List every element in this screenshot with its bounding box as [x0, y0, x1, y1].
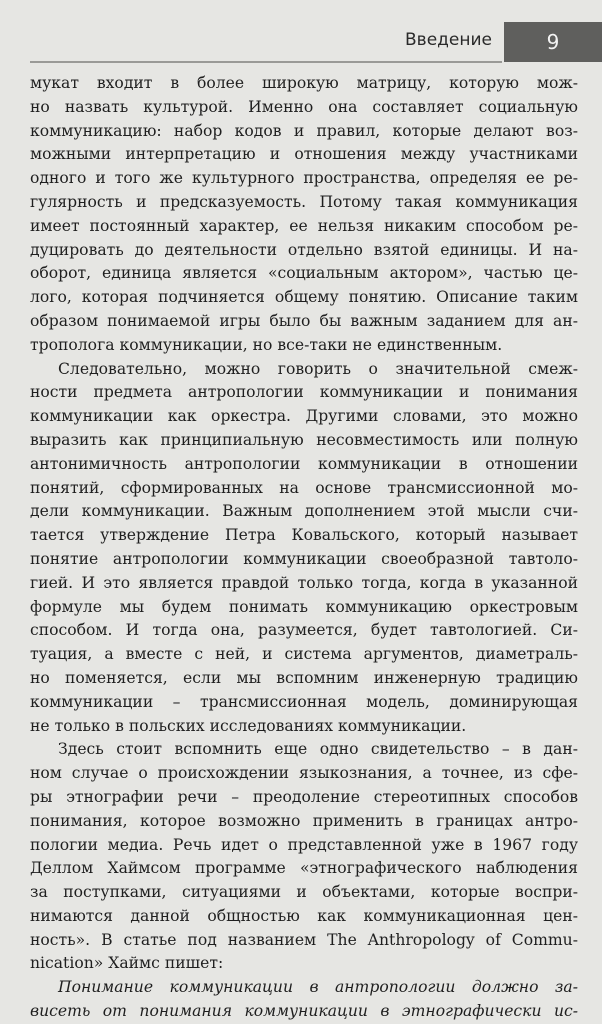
text-line: тается утверждение Петра Ковальского, который называет — [30, 526, 578, 545]
text-line: оборот, единица является «социальным актором», частью це- — [30, 264, 578, 283]
chapter-title: Введение — [405, 30, 492, 50]
running-header — [0, 22, 602, 62]
text-line: образом понимаемой игры было бы важным заданием для ан- — [30, 311, 578, 330]
text-line: коммуникации – трансмиссионная модель, доминирующая — [30, 692, 578, 711]
text-line: не только в польских исследованиях коммуникации. — [30, 716, 467, 735]
text-line: формуле мы будем понимать коммуникацию оркестровым — [30, 597, 578, 616]
text-line: мукат входит в более широкую матрицу, которую мож- — [30, 74, 578, 92]
text-line: Деллом Хаймсом программе «этнографического наблюдения — [30, 859, 578, 878]
text-line: способом. И тогда она, разумеется, будет тавтологией. Си- — [30, 621, 578, 640]
text-line: ности предмета антропологии коммуникации и понимания — [30, 383, 578, 402]
text-line: пологии медиа. Речь идет о представленной уже в 1967 году — [30, 835, 578, 854]
text-line: ном случае о происхождении языкознания, а точнее, из сфе- — [30, 764, 578, 783]
text-line: коммуникации как оркестра. Другими словами, это можно — [30, 407, 578, 426]
text-line: выразить как принципиальную несовместимость или полную — [30, 430, 578, 449]
text-line: nication» Хаймс пишет: — [30, 954, 224, 973]
text-line: висеть от понимания коммуникации в этнографически ис- — [30, 1002, 578, 1021]
text-line: нимаются данной общностью как коммуникационная цен- — [30, 906, 578, 925]
text-line: дели коммуникации. Важным дополнением этой мысли счи- — [30, 502, 578, 521]
text-line: антонимичность антропологии коммуникации в отношении — [30, 454, 578, 473]
text-line: одного и того же культурного пространства, определяя ее ре- — [30, 169, 578, 188]
text-line: но назвать культурой. Именно она составляет социальную — [30, 97, 578, 116]
text-line: трополога коммуникации, но все-таки не единственным. — [30, 335, 503, 354]
text-line: дуцировать до деятельности отдельно взятой единицы. И на- — [30, 240, 578, 259]
text-line: Следовательно, можно говорить о значительной смеж- — [58, 359, 578, 378]
text-line: ность». В статье под названием The Anthropology of Commu- — [30, 930, 578, 949]
text-line: Понимание коммуникации в антропологии должно за- — [58, 978, 578, 997]
page-number: 9 — [504, 22, 602, 62]
header-rule — [30, 61, 502, 63]
text-line: можными интерпретацию и отношения между участниками — [30, 145, 578, 164]
text-line: гулярность и предсказуемость. Потому такая коммуникация — [30, 192, 578, 211]
text-line: туация, а вместе с ней, и система аргументов, диаметраль- — [30, 645, 578, 664]
text-line: коммуникацию: набор кодов и правил, которые делают воз- — [30, 121, 578, 140]
text-line: но поменяется, если мы вспомним инженерную традицию — [30, 668, 578, 687]
text-line: понимания, которое возможно применить в границах антро- — [30, 811, 578, 830]
text-line: понятий, сформированных на основе трансмиссионной мо- — [30, 478, 578, 497]
text-line: за поступками, ситуациями и объектами, которые воспри- — [30, 883, 578, 902]
text-line: имеет постоянный характер, ее нельзя никаким способом ре- — [30, 216, 578, 235]
body-text — [30, 72, 578, 1024]
text-line: гией. И это является правдой только тогда, когда в указанной — [30, 573, 578, 592]
text-line: Здесь стоит вспомнить еще одно свидетельство – в дан- — [58, 740, 578, 759]
text-line: понятие антропологии коммуникации своеобразной тавтоло- — [30, 549, 578, 568]
text-line: лого, которая подчиняется общему понятию. Описание таким — [30, 288, 578, 307]
text-line: ры этнографии речи – преодоление стереотипных способов — [30, 787, 578, 806]
